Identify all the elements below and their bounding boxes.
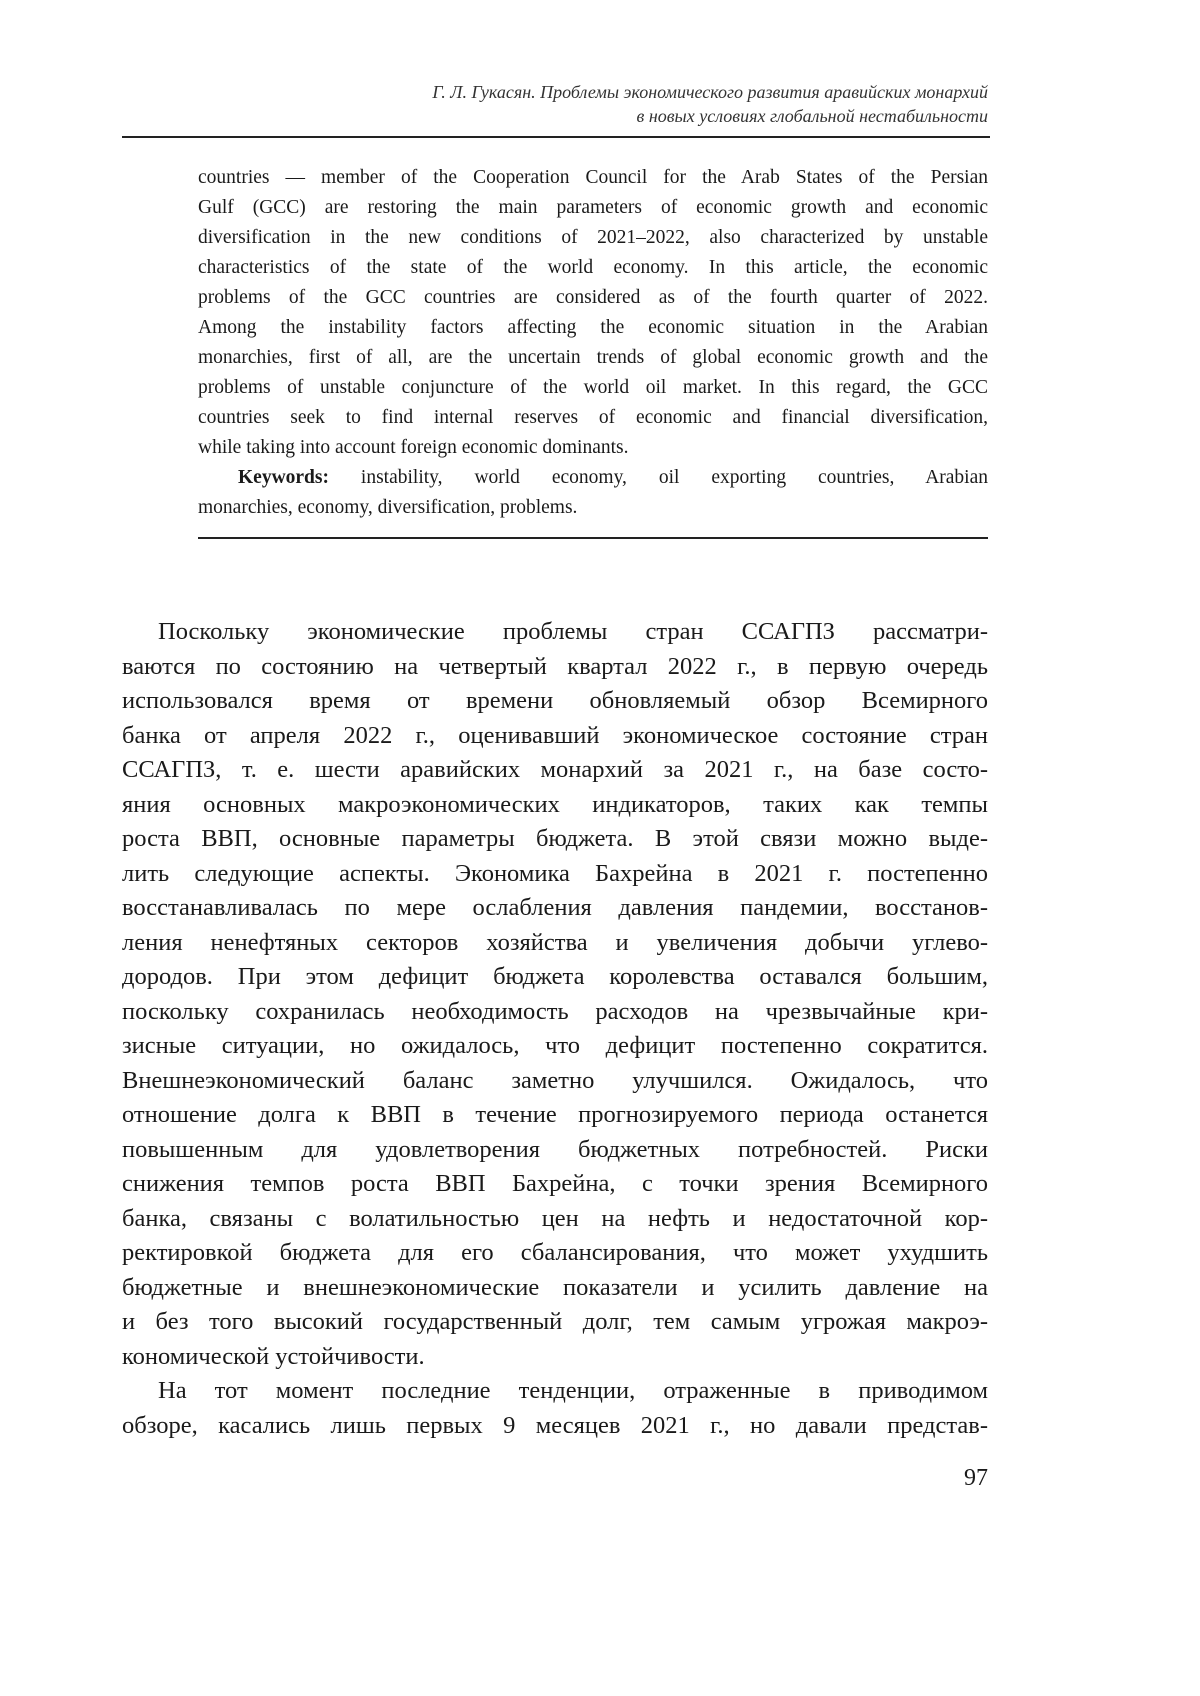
abstract-line: monarchies, first of all, are the uncertain trends of global economic growth and the: [198, 343, 988, 373]
body-line: На тот момент последние тенденции, отраженные в приводимом: [122, 1374, 988, 1409]
abstract: [198, 163, 988, 523]
keywords-label: Keywords:: [238, 467, 329, 488]
abstract-rule: [198, 537, 988, 539]
body-line: и без того высокий государственный долг, тем самым угрожая макроэ-: [122, 1305, 988, 1340]
header-rule: [122, 136, 990, 138]
body-line: повышенным для удовлетворения бюджетных потребностей. Риски: [122, 1133, 988, 1168]
body-line: банка от апреля 2022 г., оценивавший экономическое состояние стран: [122, 719, 988, 754]
abstract-line: countries seek to find internal reserves of economic and financial diversification,: [198, 403, 988, 433]
body-text: [122, 615, 988, 1443]
abstract-line: countries — member of the Cooperation Council for the Arab States of the Persian: [198, 163, 988, 193]
body-line: ваются по состоянию на четвертый квартал 2022 г., в первую очередь: [122, 650, 988, 685]
body-line: снижения темпов роста ВВП Бахрейна, с точки зрения Всемирного: [122, 1167, 988, 1202]
abstract-line: while taking into account foreign economic dominants.: [198, 433, 988, 463]
body-line: ректировкой бюджета для его сбалансирования, что может ухудшить: [122, 1236, 988, 1271]
body-line: обзоре, касались лишь первых 9 месяцев 2021 г., но давали представ-: [122, 1409, 988, 1444]
page-number: 97: [964, 1465, 988, 1492]
abstract-line: Among the instability factors affecting the economic situation in the Arabian: [198, 313, 988, 343]
body-line: бюджетные и внешнеэкономические показатели и усилить давление на: [122, 1271, 988, 1306]
keywords-line: Keywords: instability, world economy, oil exporting countries, Arabian: [198, 463, 988, 493]
body-line: кономической устойчивости.: [122, 1340, 988, 1375]
body-line: поскольку сохранилась необходимость расходов на чрезвычайные кри-: [122, 995, 988, 1030]
body-line: отношение долга к ВВП в течение прогнозируемого периода останется: [122, 1098, 988, 1133]
body-line: зисные ситуации, но ожидалось, что дефицит постепенно сократится.: [122, 1029, 988, 1064]
body-line: дородов. При этом дефицит бюджета королевства оставался большим,: [122, 960, 988, 995]
body-line: Поскольку экономические проблемы стран ССАГПЗ рассматри-: [122, 615, 988, 650]
body-line: ССАГПЗ, т. е. шести аравийских монархий за 2021 г., на базе состо-: [122, 753, 988, 788]
body-line: восстанавливалась по мере ослабления давления пандемии, восстанов-: [122, 891, 988, 926]
body-line: Внешнеэкономический баланс заметно улучшился. Ожидалось, что: [122, 1064, 988, 1099]
body-line: лить следующие аспекты. Экономика Бахрейна в 2021 г. постепенно: [122, 857, 988, 892]
body-line: ления ненефтяных секторов хозяйства и увеличения добычи углево-: [122, 926, 988, 961]
running-header: [432, 80, 988, 128]
body-line: банка, связаны с волатильностью цен на нефть и недостаточной кор-: [122, 1202, 988, 1237]
running-header-line-1: Г. Л. Гукасян. Проблемы экономического развития аравийских монархий: [432, 80, 988, 104]
abstract-line: Gulf (GCC) are restoring the main parameters of economic growth and economic: [198, 193, 988, 223]
abstract-line: diversification in the new conditions of 2021–2022, also characterized by unstable: [198, 223, 988, 253]
body-line: яния основных макроэкономических индикаторов, таких как темпы: [122, 788, 988, 823]
abstract-line: problems of unstable conjuncture of the world oil market. In this regard, the GCC: [198, 373, 988, 403]
body-line: роста ВВП, основные параметры бюджета. В этой связи можно выде-: [122, 822, 988, 857]
running-header-line-2: в новых условиях глобальной нестабильности: [432, 104, 988, 128]
abstract-line: characteristics of the state of the world economy. In this article, the economic: [198, 253, 988, 283]
keywords-line: monarchies, economy, diversification, problems.: [198, 493, 988, 523]
body-line: использовался время от времени обновляемый обзор Всемирного: [122, 684, 988, 719]
abstract-line: problems of the GCC countries are considered as of the fourth quarter of 2022.: [198, 283, 988, 313]
